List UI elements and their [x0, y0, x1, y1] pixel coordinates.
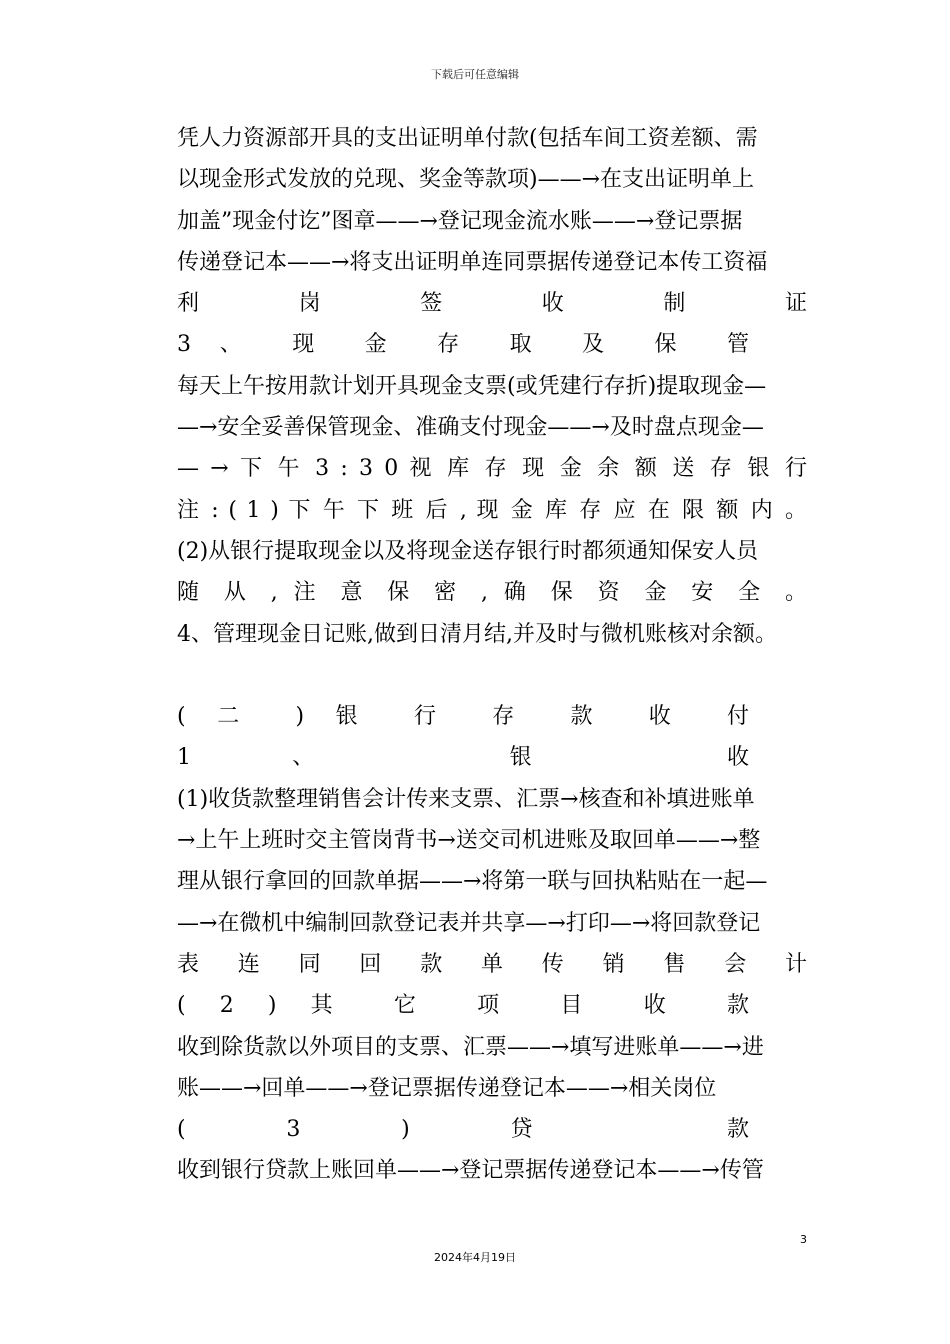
text-line: 收到银行贷款上账回单——→登记票据传递登记本——→传管 [177, 1158, 764, 1184]
text-line: 理从银行拿回的回款单据——→将第一联与回执粘贴在一起— [177, 869, 768, 895]
text-line: 传递登记本——→将支出证明单连同票据传递登记本传工资福 [177, 249, 768, 275]
document-body [177, 118, 807, 1192]
blank-line [177, 655, 807, 696]
text-line: 凭人力资源部开具的支出证明单付款(包括车间工资差额、需 [177, 126, 758, 151]
text-line: 4、管理现金日记账,做到日清月结,并及时与微机账核对余额。 [177, 621, 777, 647]
page-number: 3 [800, 1233, 807, 1246]
text-line-justified: — → 下 午 3 : 3 0 视 库 存 现 金 余 额 送 存 银 行 [177, 456, 807, 482]
text-line-justified: 表 连 同 回 款 单 传 销 售 会 计 [177, 951, 807, 977]
subsection-heading: ( 2 ) 其 它 项 目 收 款 [177, 993, 749, 1019]
section-heading: ( 二 ) 银 行 存 款 收 付 [177, 704, 749, 730]
text-line-justified: 利 岗 签 收 制 证 [177, 291, 807, 317]
text-line: 收到除货款以外项目的支票、汇票——→填写进账单——→进 [177, 1034, 764, 1060]
subsection-heading: ( 3 ) 贷 款 [177, 1117, 749, 1143]
text-line: (2)从银行提取现金以及将现金送存银行时都须通知保安人员 [177, 538, 759, 564]
text-line: —→安全妥善保管现金、准确支付现金——→及时盘点现金— [177, 415, 764, 441]
subsection-heading: 1 、 银 收 [177, 745, 749, 771]
page-header: 下载后可任意编辑 [431, 68, 519, 81]
text-line: 以现金形式发放的兑现、奖金等款项)——→在支出证明单上 [177, 167, 755, 193]
text-line: (1)收货款整理销售会计传来支票、汇票→核查和补填进账单 [177, 786, 755, 812]
text-line: 加盖”现金付讫”图章——→登记现金流水账——→登记票据 [177, 208, 743, 234]
text-line: 账——→回单——→登记票据传递登记本——→相关岗位 [177, 1075, 717, 1101]
section-heading: 3 、 现 金 存 取 及 保 管 [177, 332, 749, 358]
text-line-justified: 随 从 , 注 意 保 密 , 确 保 资 金 安 全 。 [177, 580, 807, 606]
text-line: →上午上班时交主管岗背书→送交司机进账及取回单——→整 [177, 828, 761, 854]
text-line: —→在微机中编制回款登记表并共享—→打印—→将回款登记 [177, 910, 761, 936]
text-line-justified: 注 : ( 1 ) 下 午 下 班 后 , 现 金 库 存 应 在 限 额 内 。 [177, 497, 807, 523]
text-line: 每天上午按用款计划开具现金支票(或凭建行存折)提取现金— [177, 373, 767, 399]
page-footer-date: 2024年4月19日 [434, 1251, 516, 1264]
